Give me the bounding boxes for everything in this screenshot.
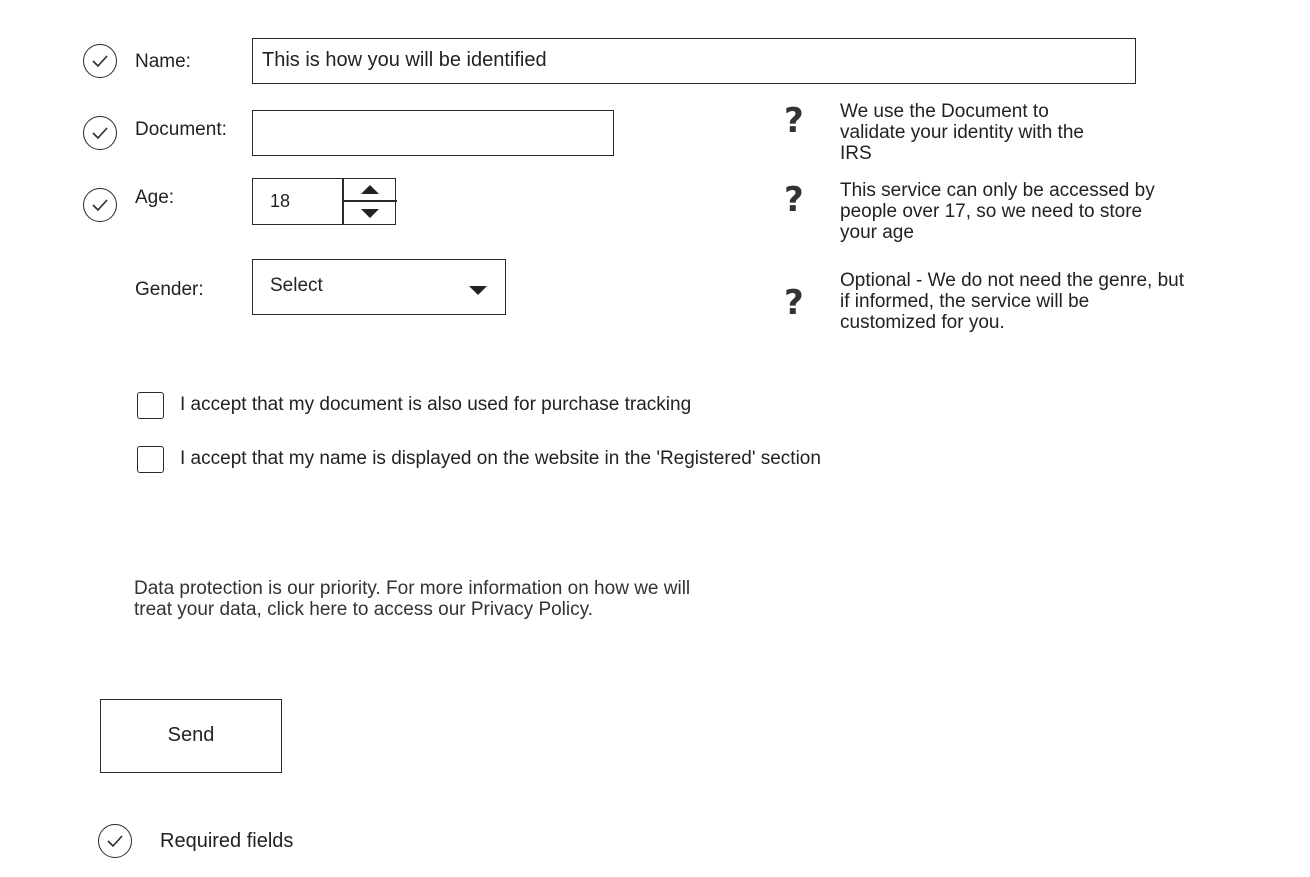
age-value: 18 (270, 191, 291, 211)
display-name-label: I accept that my name is displayed on the website in the 'Registered' section (180, 448, 821, 469)
gender-help-text: Optional - We do not need the genre, but if informed, the service will be customized for you. (840, 270, 1184, 333)
gender-label: Gender: (135, 279, 204, 300)
age-increment-button[interactable] (344, 179, 396, 201)
check-circle-icon (98, 824, 132, 858)
gender-selected-value: Select (270, 275, 323, 296)
age-decrement-button[interactable] (344, 202, 396, 224)
help-icon[interactable]: ? (784, 180, 804, 220)
required-check-icon (83, 116, 117, 150)
display-name-checkbox[interactable] (137, 446, 164, 473)
required-check-icon (83, 188, 117, 222)
document-label: Document: (135, 119, 227, 140)
privacy-line-2: treat your data, click here to access our Privacy Policy. (134, 599, 593, 620)
name-label: Name: (135, 51, 191, 72)
age-label: Age: (135, 187, 175, 208)
privacy-notice[interactable] (134, 578, 690, 620)
purchase-tracking-checkbox[interactable] (137, 392, 164, 419)
dropdown-caret-icon (469, 286, 487, 295)
send-button[interactable]: Send (100, 699, 282, 773)
age-stepper[interactable] (252, 178, 396, 225)
name-input[interactable] (252, 38, 1136, 84)
help-icon[interactable]: ? (784, 283, 804, 323)
caret-up-icon (361, 185, 379, 194)
document-input[interactable] (252, 110, 614, 156)
required-check-icon (83, 44, 117, 78)
privacy-line-1: Data protection is our priority. For more information on how we will (134, 578, 691, 599)
name-input-value: This is how you will be identified (262, 49, 547, 71)
required-fields-legend: Required fields (160, 830, 294, 852)
age-help-text: This service can only be accessed by people over 17, so we need to store your age (840, 180, 1155, 243)
purchase-tracking-label: I accept that my document is also used for purchase tracking (180, 394, 692, 415)
caret-down-icon (361, 209, 379, 218)
help-icon[interactable]: ? (784, 101, 804, 141)
gender-select[interactable] (252, 259, 506, 315)
document-help-text: We use the Document to validate your identity with the IRS (840, 101, 1084, 164)
